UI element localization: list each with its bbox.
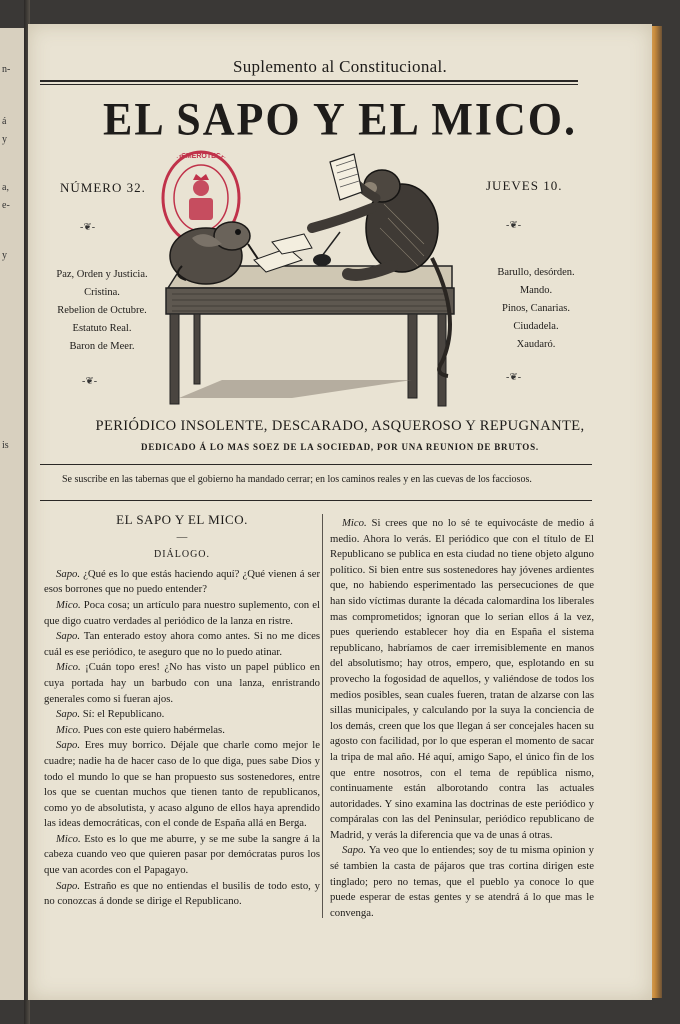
ornament-left-bottom: -❦- <box>82 376 98 387</box>
dedication-line: DEDICADO Á LO MAS SOEZ DE LA SOCIEDAD, POR UNA REUNION DE BRUTOS. <box>141 442 539 452</box>
left-page-fragment: y <box>2 250 7 261</box>
dialogue-line: Mico. ¡Cuán topo eres! ¿No has visto un papel público en cuya portada hay un barbudo con una lanza, enristrando generales como si fueran ajos. <box>44 661 320 705</box>
article-subtitle: DIÁLOGO. <box>153 549 211 561</box>
left-page-fragment: is <box>2 440 9 451</box>
right-slogan-item: Mando. <box>519 285 553 296</box>
subscription-rule-bottom <box>40 500 592 501</box>
article-left-column <box>44 512 320 910</box>
left-facing-page <box>0 28 26 1000</box>
right-slogan-item: Xaudaró. <box>516 339 556 350</box>
right-slogan-item: Barullo, desórden. <box>497 267 575 278</box>
left-slogan-item: Cristina. <box>84 287 120 298</box>
dialogue-line: Mico. Si crees que no lo sé te equivocáste de medio á medio. Ahora lo verás. El periódico que con el título de El Republicano se publica en esta ciudad no tiene objeto alguno político. Si bien entre sus sostenedores hay jóvenes ardientes que, no habiendo esperimentado las persecuciones de que han sido víctimas durante la década calomardina los liberales mas comprometidos; ignoran que lo serian ellos á la vez, pues queriendo establecer hoy dia en España el sistema republicano, habríamos de caer irremisiblemente en manos del absolutismo; hay otros, empero, que, esplotando en su provecho la fogosidad de aquellos, y valiéndose de todos los medios posibles, sean cuales fueren, tratan de alzarse con las sillas municipales, y calculando por la suya la conciencia de los demás, creen que los que llegan á ser concejales hacen su agosto con facilidad, por lo que esperan el momento de sacar la tripa de mal año. Hé aquí, amigo Sapo, el único fin de los que entre nosotros, con el tema de república nismo, continuamente están alborotando contra las actuales autoridades. Y sino examina las doctrinas de este periódico y compáralas con las del Peninsular, periódico republicano de Madrid, y verás la diferencia que va de unas á otras. <box>330 517 594 841</box>
right-slogan-list <box>476 264 596 354</box>
issue-number: NÚMERO 32. <box>60 180 146 195</box>
dialogue-line: Sapo. Ya veo que lo entiendes; soy de tu misma opinion y sé tambien la casta de pájaros que tras cortina dirigen este tinglado; pero no temas, que el pueblo ya conoce lo que puede esperar de estas gentes y se atendrá á lo que mas le convenga. <box>330 844 594 919</box>
ornament-left-top: -❦- <box>80 222 96 233</box>
ornament-right-top: -❦- <box>506 220 522 231</box>
left-page-fragment: e- <box>2 200 10 211</box>
dialogue-line: Sapo. ¿Qué es lo que estás haciendo aquí? ¿Qué vienen á ser esos borrones que no puedo entender? <box>44 567 320 596</box>
left-page-fragment: y <box>2 134 7 145</box>
article-title: EL SAPO Y EL MICO. <box>116 512 248 527</box>
left-page-fragment: n- <box>2 64 11 75</box>
column-divider <box>322 514 323 918</box>
article-right-column <box>330 516 594 921</box>
tagline: PERIÓDICO INSOLENTE, DESCARADO, ASQUEROSO Y REPUGNANTE, <box>95 418 585 434</box>
left-slogan-item: Paz, Orden y Justicia. <box>56 269 148 280</box>
left-slogan-item: Estatuto Real. <box>72 323 132 334</box>
subscription-notice: Se suscribe en las tabernas que el gobierno ha mandado cerrar; en los caminos reales y en las cuevas de los facciosos. <box>62 474 532 485</box>
top-rule-thin <box>40 84 578 85</box>
left-slogan-item: Rebelion de Octubre. <box>57 305 147 316</box>
subscription-rule-top <box>40 464 592 465</box>
supplement-line: Suplemento al Constitucional. <box>232 57 448 76</box>
dialogue-line: Mico. Esto es lo que me aburre, y se me sube la sangre á la cabeza cuando veo que quieren pasar por demócratas puros los que van acordes con el Papagayo. <box>44 832 321 877</box>
dialogue-line: Sapo. Sí: el Republicano. <box>56 708 165 721</box>
right-slogan-item: Pinos, Canarias. <box>502 303 570 314</box>
left-page-fragment: á <box>2 116 7 127</box>
dialogue-line: Sapo. Eres muy borrico. Déjale que charle como mejor le cuadre; nadie ha de hacer caso de lo que diga, pues sabe Dios y todo el mundo lo que se han propuesto sus sostenedores, entre los que se cuentan muchos que tienen tanto de republicanos, como yo de absolutista, y acaso alguno de ellos haya aprendido las ideas democráticas, con el conde de España allá en Berga. <box>44 739 320 830</box>
issue-day: JUEVES 10. <box>486 178 563 193</box>
dialogue-line: Mico. Pues con este quiero habérmelas. <box>56 723 225 736</box>
left-page-fragment: a, <box>2 182 9 193</box>
right-slogan-item: Ciudadela. <box>513 321 559 332</box>
stamp-text: HEMEROTECA <box>176 153 226 160</box>
title-dash: — <box>176 530 188 543</box>
left-slogan-item: Baron de Meer. <box>69 341 135 352</box>
dialogue-line: Sapo. Estraño es que no entiendas el busilis de todo esto, y no conozcas á donde se dirige el Republicano. <box>44 879 321 908</box>
newspaper-page <box>28 24 652 1000</box>
masthead-title: EL SAPO Y EL MICO. <box>102 93 578 146</box>
masthead-illustration <box>162 148 462 410</box>
top-rule <box>40 80 578 82</box>
dialogue-line: Sapo. Tan enterado estoy ahora como antes. Si no me dices cuál es ese periódico, te aseguro que no lo puedo atinar. <box>44 630 321 658</box>
left-slogan-list <box>42 266 162 356</box>
dialogue-line: Mico. Poca cosa; un artículo para nuestro suplemento, con el que digo cuatro verdades al periódico de la lanza en ristre. <box>44 598 320 627</box>
ornament-right-bottom: -❦- <box>506 372 522 383</box>
